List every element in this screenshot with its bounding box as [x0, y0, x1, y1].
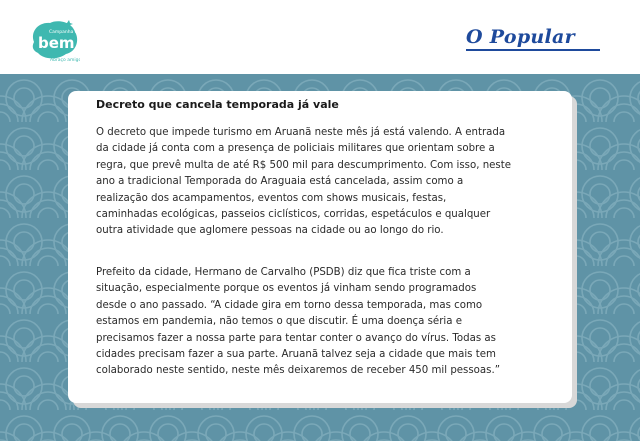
paragraph-line: da cidade já conta com a presença de policiais militares que orientam sobre a [96, 143, 495, 155]
o-popular-logo-underline [466, 49, 600, 51]
paragraph-line: ano a tradicional Temporada do Araguaia está cancelada, assim como a [96, 176, 464, 188]
paragraph-line: desde o ano passado. “A cidade gira em torno dessa temporada, mas como [96, 299, 483, 311]
paragraph-line: situação, especialmente porque os eventos já vinham sendo programados [96, 283, 477, 295]
campanha-do-bem-logo[interactable] [28, 18, 80, 64]
paragraph-line: Prefeito da cidade, Hermano de Carvalho (PSDB) diz que fica triste com a [96, 267, 471, 278]
paragraph-line: precisamos fazer a nossa parte para tentar conter o avanço do vírus. Todas as [96, 332, 496, 344]
campanha-main-text: bem [38, 34, 75, 52]
paragraph-line: caminhadas ecológicas, passeios ciclísticos, corridas, espetáculos e qualquer [96, 209, 491, 221]
header [0, 0, 640, 74]
paragraph-line: realização dos acampamentos, eventos com shows musicais, festas, [96, 192, 447, 204]
paragraph-line: O decreto que impede turismo em Aruanã neste mês já está valendo. A entrada [96, 127, 506, 138]
article-title: Decreto que cancela temporada já vale [96, 98, 339, 111]
paragraph-line: outra atividade que aglomere pessoas na cidade ou ao longo do rio. [96, 225, 444, 237]
paragraph-line: cidades precisam fazer a sua parte. Aruanã talvez seja a cidade que mais tem [96, 349, 496, 361]
article-paragraph-1 [96, 125, 556, 240]
article-paragraph-2 [96, 265, 556, 380]
o-popular-logo[interactable] [466, 26, 602, 48]
campanha-tagline: Abraço amigo! [50, 58, 80, 63]
campanha-logo-graphic [28, 18, 80, 64]
campanha-small-text: Campanha do [49, 30, 80, 35]
paragraph-line: estamos em pandemia, não temos o que discutir. É uma doença séria e [96, 316, 462, 328]
o-popular-logo-text: O Popular [466, 26, 575, 48]
paragraph-line: colaborado neste sentido, neste mês deixaremos de receber 450 mil pessoas.” [96, 365, 500, 377]
paragraph-line: regra, que prevê multa de até R$ 500 mil para descumprimento. Com isso, neste [96, 159, 511, 171]
